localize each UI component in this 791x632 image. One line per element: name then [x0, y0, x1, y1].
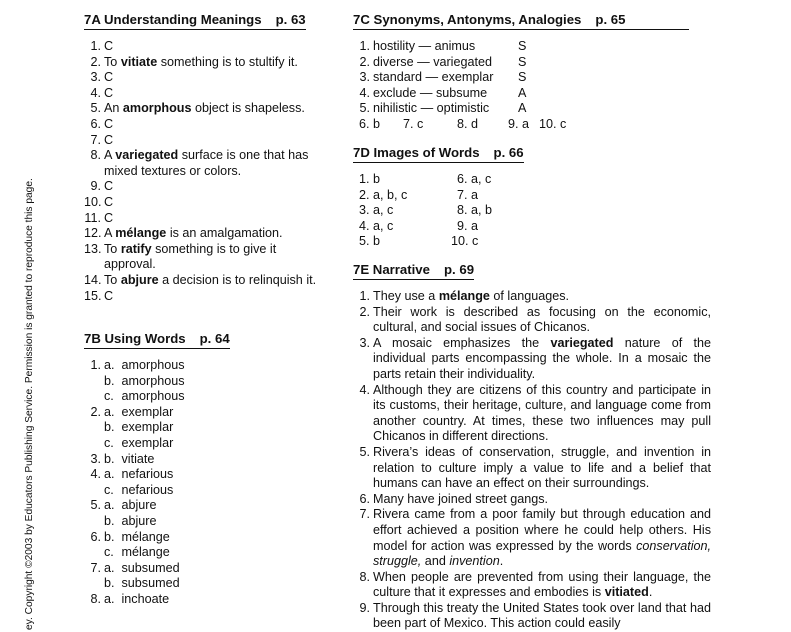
sub-answer [104, 405, 322, 421]
sub-letter: b. [104, 513, 115, 528]
sub-word: exemplar [121, 404, 174, 419]
bold-term: abjure [120, 272, 159, 287]
text-run: surface is one that has mixed textures or colors. [104, 148, 309, 178]
item-text [373, 492, 548, 506]
item-number: 3 . [353, 336, 370, 352]
text-run: Their work is described as focusing on the economic, cultural, and social issues of Chicanos. [373, 304, 711, 335]
sub-answer [104, 545, 322, 561]
answer-item [84, 561, 322, 592]
item-number: 2 . [353, 305, 370, 321]
relation-answer: A [518, 85, 527, 100]
item-text [104, 39, 113, 53]
relation-answer: S [518, 39, 527, 53]
item-text [104, 101, 305, 115]
section-7c-heading [353, 12, 689, 30]
text-run: a decision is to relinquish it. [158, 272, 317, 287]
bold-term: ratify [120, 241, 152, 256]
answer-item [353, 101, 689, 117]
answer-item [84, 498, 322, 529]
grid-answer: 2. a, b, c [359, 187, 408, 202]
sub-word: amorphous [121, 358, 185, 372]
sub-word: nefarious [121, 467, 174, 482]
grid-answer: 3. a, c [359, 203, 394, 218]
sub-word: mélange [121, 545, 170, 560]
inline-answer: 9. a [508, 117, 530, 131]
text-run: When people are prevented from using their language, the culture that it expresses and embodies is [373, 569, 711, 600]
text-run: C [104, 288, 114, 303]
answer-item [84, 530, 322, 561]
answer-item [84, 226, 322, 242]
text-run: To [104, 241, 121, 256]
item-text [104, 148, 308, 178]
text-run: Many have joined street gangs. [373, 491, 549, 506]
sub-word: abjure [121, 498, 157, 513]
sub-answer [104, 483, 322, 499]
item-number: 7 . [353, 507, 370, 523]
sub-letter: a. [104, 358, 115, 372]
answer-item [353, 445, 711, 492]
item-text [104, 55, 298, 69]
answer-item [353, 289, 711, 305]
item-number: 2 . [353, 55, 370, 71]
text-run: C [104, 179, 114, 194]
answer-item [84, 242, 322, 273]
sub-letter: a. [104, 498, 115, 513]
relation-answer: A [518, 101, 527, 116]
section-7a-title: 7A Understanding Meanings [84, 12, 262, 27]
section-7e-page: p. 69 [443, 262, 475, 277]
text-run: is an amalgamation. [166, 226, 283, 241]
text-run: of languages. [489, 289, 570, 303]
item-number: 4 . [353, 86, 370, 102]
item-number: 1 . [353, 39, 370, 55]
section-7c-row-6-10 [353, 117, 689, 133]
word-pair: hostility — animus [373, 39, 476, 53]
item-text [104, 179, 113, 193]
item-text [373, 305, 711, 335]
section-7d-page: p. 66 [493, 145, 524, 160]
item-text [104, 242, 276, 272]
item-number: 5 . [353, 101, 370, 117]
sub-letter: b. [104, 451, 115, 466]
sub-word: amorphous [121, 389, 185, 404]
answer-item [84, 211, 322, 227]
sub-word: exemplar [121, 435, 174, 450]
sub-letter: a. [104, 404, 115, 419]
section-7d-answers [353, 172, 689, 252]
text-run: Although they are citizens of this country and participate in its customs, their heritage, culture, and language come from another country. At times, these two influences may pull Chicanos in different directions. [373, 382, 711, 444]
section-7c-answers [353, 39, 689, 117]
text-run: C [104, 116, 114, 131]
answer-item [353, 55, 689, 71]
answer-item [353, 492, 711, 508]
text-run: and [421, 554, 450, 569]
word-pair: exclude — subsume [373, 85, 488, 100]
sub-letter: b. [104, 529, 115, 544]
item-number: 8 . [84, 592, 101, 608]
bold-term: variegated [550, 335, 614, 350]
text-run: . [648, 585, 653, 600]
answer-item [353, 70, 689, 86]
text-run: nature of the individual parts encompassing the whole. In a mosaic the parts retain their individuality. [373, 335, 711, 381]
text-run: Through this treaty the United States took over land that had been part of Mexico. This action could easily [373, 600, 711, 631]
answer-item [353, 86, 689, 102]
sub-letter: b. [104, 373, 115, 388]
answer-item [84, 39, 322, 55]
sub-answer [104, 592, 322, 608]
item-number: 6 . [84, 530, 101, 546]
answer-item [84, 358, 322, 405]
grid-answer: 9. a [457, 218, 479, 233]
section-7c-title: 7C Synonyms, Antonyms, Analogies [353, 12, 582, 27]
sub-letter: a. [104, 467, 115, 482]
sub-word: mélange [121, 529, 170, 544]
item-number: 4 . [84, 467, 101, 483]
answer-item [353, 336, 711, 383]
item-number: 2 . [84, 55, 101, 71]
bold-term: mélange [115, 226, 167, 241]
sub-answer [104, 576, 322, 592]
text-run: An [104, 101, 123, 116]
item-number: 5 . [84, 101, 101, 117]
item-number: 8 . [353, 570, 370, 586]
grid-answer: 1. b [359, 172, 381, 186]
text-run: C [104, 210, 114, 225]
sub-answer [104, 514, 322, 530]
bold-term: vitiated [604, 585, 649, 600]
sub-word: amorphous [121, 373, 185, 388]
sub-word: abjure [121, 513, 157, 528]
item-number: 6 . [353, 492, 370, 508]
section-7a-answers [84, 39, 322, 304]
answer-item [84, 86, 322, 102]
answer-item [353, 601, 711, 632]
sub-answer [104, 498, 322, 514]
section-7a-page: p. 63 [275, 12, 306, 27]
text-run: C [104, 70, 114, 85]
grid-answer: 4. a, c [359, 218, 394, 233]
item-number: 5 . [353, 445, 370, 461]
text-run: C [104, 39, 114, 53]
item-text [373, 601, 711, 631]
section-7b-answers [84, 358, 322, 608]
sub-word: subsumed [121, 560, 180, 575]
inline-answer: 6. b [359, 117, 381, 131]
item-number: 8 . [84, 148, 101, 164]
item-number: 5 . [84, 498, 101, 514]
item-number: 6 . [84, 117, 101, 133]
section-7c-page: p. 65 [595, 12, 626, 27]
item-number: 3 . [84, 452, 101, 468]
text-run: To [104, 272, 121, 287]
sub-letter: c. [104, 545, 114, 560]
sub-word: inchoate [121, 591, 170, 606]
answer-item [84, 289, 322, 305]
text-run: Rivera came from a poor family but through education and effort achieved a position where he could help others. His model for action was expressed by the words [373, 507, 711, 553]
item-text [373, 507, 711, 568]
item-number: 4 . [353, 383, 370, 399]
section-7e-answers [353, 289, 711, 632]
section-7b-page: p. 64 [199, 331, 230, 346]
text-run: C [104, 194, 114, 209]
sub-word: nefarious [121, 482, 174, 497]
answer-item [84, 101, 322, 117]
italic-term: invention [449, 554, 500, 569]
item-number: 2 . [84, 405, 101, 421]
item-text [373, 570, 711, 600]
item-text [373, 289, 569, 303]
text-run: C [104, 85, 114, 100]
answer-item [84, 148, 322, 179]
inline-answer: 7. c [403, 117, 424, 131]
item-number: 14 . [84, 273, 101, 289]
item-text [104, 86, 113, 100]
answer-item [84, 70, 322, 86]
sub-letter: a. [104, 591, 115, 606]
inline-answer: 10. c [539, 117, 567, 131]
sub-word: vitiate [121, 451, 155, 466]
word-pair: diverse — variegated [373, 54, 493, 69]
item-text [373, 445, 711, 490]
sub-answer [104, 452, 322, 468]
item-number: 1 . [84, 358, 101, 374]
item-text [104, 133, 113, 147]
answer-item [353, 39, 689, 55]
item-number: 7 . [84, 561, 101, 577]
section-7b-heading [84, 331, 230, 349]
item-number: 9 . [84, 179, 101, 195]
answer-item [353, 305, 711, 336]
text-run: . [499, 554, 504, 569]
bold-term: mélange [438, 289, 490, 303]
text-run: Rivera’s ideas of conservation, struggle, and invention in relation to culture imply a value to life and a belief that humans can have an effect on their surroundings. [373, 444, 711, 491]
text-run: A [104, 226, 116, 241]
sub-answer [104, 358, 322, 374]
answer-item [84, 273, 322, 289]
relation-answer: S [518, 54, 527, 69]
text-run: They use a [373, 289, 439, 303]
section-7e-title: 7E Narrative [353, 262, 430, 277]
word-pair: standard — exemplar [373, 70, 494, 85]
item-text [104, 289, 113, 303]
section-7d-heading [353, 145, 524, 163]
sub-answer [104, 420, 322, 436]
text-run: To [104, 54, 121, 69]
answer-item [84, 55, 322, 71]
sub-answer [104, 374, 322, 390]
sub-word: exemplar [121, 420, 174, 435]
text-run: A [104, 148, 116, 163]
item-text [104, 273, 316, 287]
sub-answer [104, 389, 322, 405]
sub-answer [104, 561, 322, 577]
answer-item [84, 133, 322, 149]
text-run: something is to give it approval. [104, 241, 277, 272]
item-text [104, 211, 113, 225]
sub-answer [104, 436, 322, 452]
bold-term: vitiate [120, 54, 158, 69]
italic-term: conservation, struggle, [373, 538, 711, 569]
item-number: 3 . [353, 70, 370, 86]
section-7d-title: 7D Images of Words [353, 145, 480, 160]
item-text [373, 383, 711, 444]
sub-answer [104, 530, 322, 546]
sub-letter: a. [104, 560, 115, 575]
word-pair: nihilistic — optimistic [373, 101, 490, 116]
sub-letter: c. [104, 389, 114, 404]
text-run: A mosaic emphasizes the [373, 335, 551, 350]
sub-letter: b. [104, 420, 115, 435]
bold-term: variegated [115, 148, 179, 163]
answer-item [84, 452, 322, 468]
answer-item [84, 117, 322, 133]
answer-item [353, 383, 711, 445]
text-run: C [104, 132, 114, 147]
answer-item [84, 592, 322, 608]
item-number: 1 . [84, 39, 101, 55]
grid-answer: 6. a, c [457, 172, 492, 186]
item-number: 10 . [84, 195, 101, 211]
grid-answer: 8. a, b [457, 203, 493, 218]
answer-item [353, 507, 711, 569]
section-7a-heading [84, 12, 306, 30]
text-run: object is shapeless. [191, 101, 305, 116]
item-text [104, 226, 283, 240]
grid-answer: 5. b [359, 234, 381, 249]
sub-letter: c. [104, 435, 114, 450]
item-number: 12 . [84, 226, 101, 242]
item-number: 1 . [353, 289, 370, 305]
answer-item [84, 195, 322, 211]
sub-letter: b. [104, 576, 115, 591]
item-text [373, 336, 711, 381]
sub-word: subsumed [121, 576, 180, 591]
answer-item [84, 467, 322, 498]
inline-answer: 8. d [457, 117, 479, 131]
item-text [104, 70, 113, 84]
grid-answer: 10. c [451, 234, 479, 249]
item-number: 4 . [84, 86, 101, 102]
item-number: 15 . [84, 289, 101, 305]
grid-answer: 7. a [457, 187, 479, 202]
copyright-side-note: ey. Copyright ©2003 by Educators Publishing Service. Permission is granted to reproduce this page. [24, 178, 35, 630]
answer-item [84, 179, 322, 195]
sub-answer [104, 467, 322, 483]
answer-item [353, 570, 711, 601]
item-number: 7 . [84, 133, 101, 149]
item-text [104, 195, 113, 209]
bold-term: amorphous [122, 101, 192, 116]
section-7e-heading [353, 262, 474, 280]
section-7b-title: 7B Using Words [84, 331, 186, 346]
item-text [104, 117, 113, 131]
sub-letter: c. [104, 482, 114, 497]
answer-item [84, 405, 322, 452]
item-number: 11 . [84, 211, 101, 227]
item-number: 9 . [353, 601, 370, 617]
text-run: something is to stultify it. [157, 54, 298, 69]
item-number: 3 . [84, 70, 101, 86]
relation-answer: S [518, 70, 527, 85]
item-number: 13 . [84, 242, 101, 258]
